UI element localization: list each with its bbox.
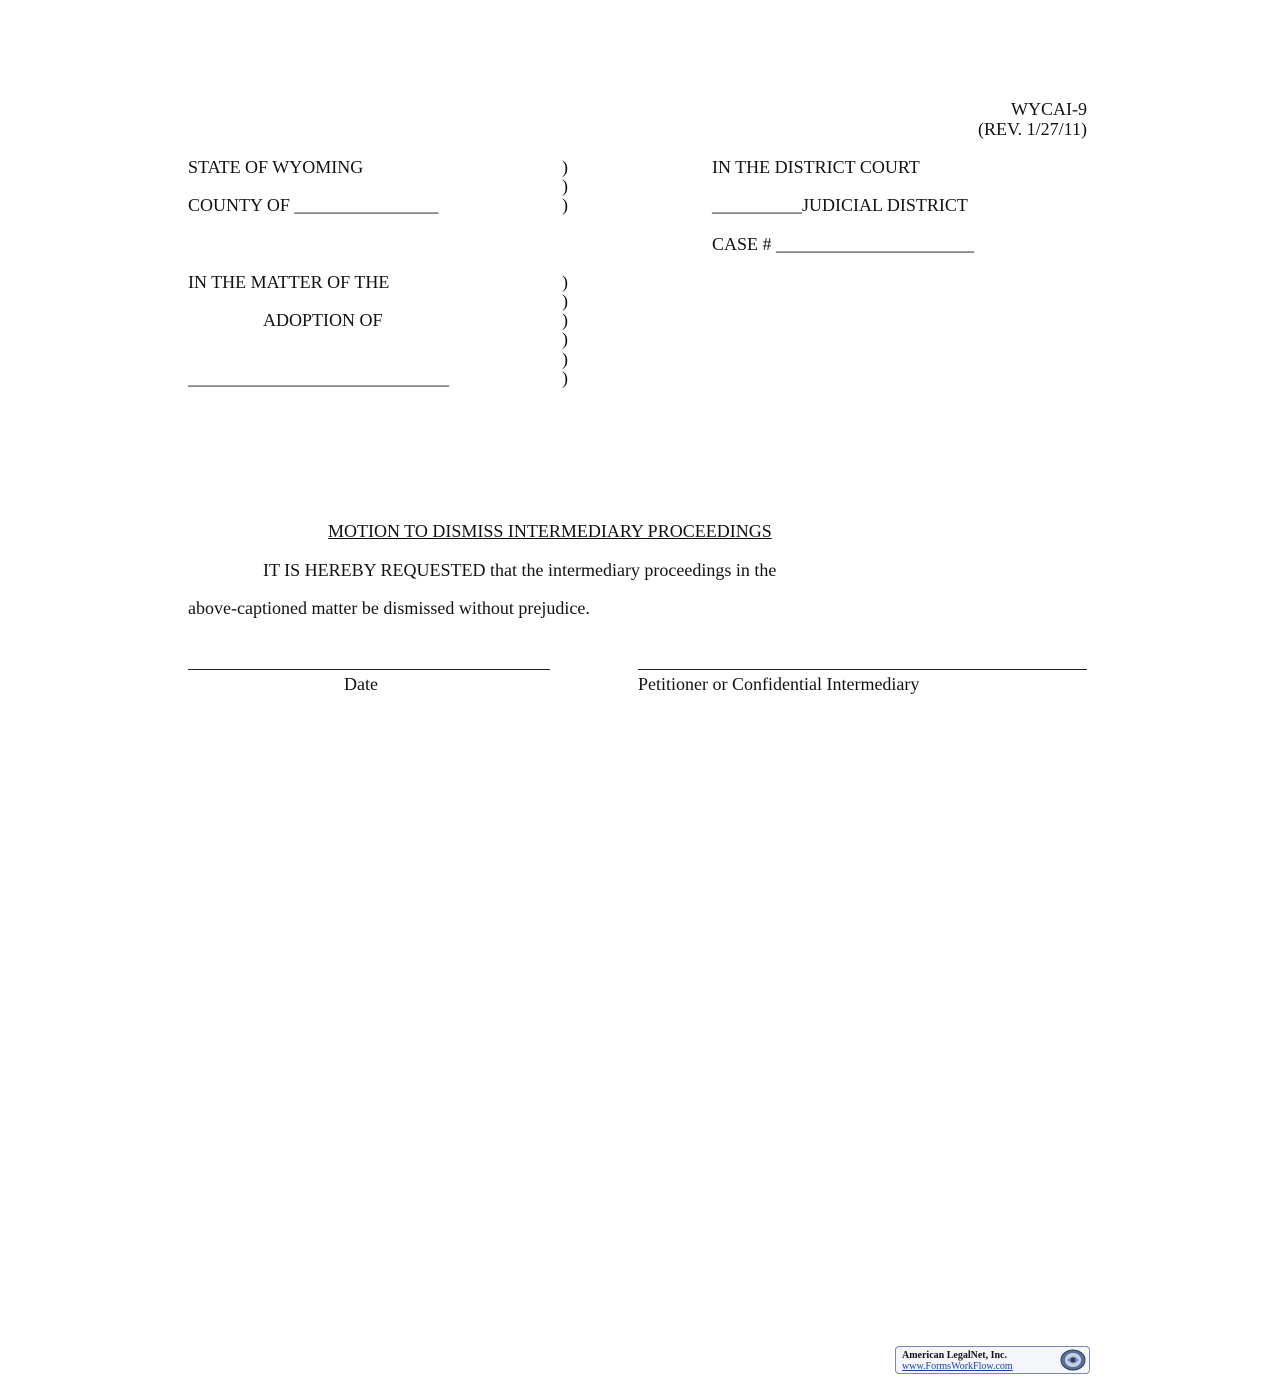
matter-label: IN THE MATTER OF THE [188,272,390,292]
court-label: IN THE DISTRICT COURT [712,157,920,177]
request-line-2: above-captioned matter be dismissed without prejudice. [188,598,590,618]
date-label: Date [344,674,378,694]
caption-paren: ) [562,368,568,388]
caption-paren: ) [562,291,568,311]
judicial-district-field: __________JUDICIAL DISTRICT [712,195,968,215]
publisher-name: American LegalNet, Inc. [902,1350,1007,1361]
county-field: COUNTY OF ________________ [188,195,439,215]
request-line-1: IT IS HEREBY REQUESTED that the intermediary proceedings in the [263,560,777,580]
form-revision: (REV. 1/27/11) [977,119,1087,139]
signer-label: Petitioner or Confidential Intermediary [638,674,920,694]
case-number-field: CASE # ______________________ [712,234,975,254]
form-id: WYCAI-9 [1011,99,1087,119]
publisher-logo [895,1346,1090,1374]
caption-paren: ) [562,310,568,330]
caption-paren: ) [562,329,568,349]
document-title: MOTION TO DISMISS INTERMEDIARY PROCEEDINGS [328,521,772,541]
caption-paren: ) [562,272,568,292]
date-signature-line [188,669,550,670]
caption-paren: ) [562,157,568,177]
adoptee-name-line: _____________________________ [188,368,449,388]
caption-paren: ) [562,349,568,369]
publisher-url[interactable]: www.FormsWorkFlow.com [902,1361,1013,1372]
caption-paren: ) [562,176,568,196]
caption-paren: ) [562,195,568,215]
globe-icon [1056,1349,1086,1371]
adoption-label: ADOPTION OF [263,310,383,330]
state-label: STATE OF WYOMING [188,157,364,177]
signer-signature-line [638,669,1087,670]
